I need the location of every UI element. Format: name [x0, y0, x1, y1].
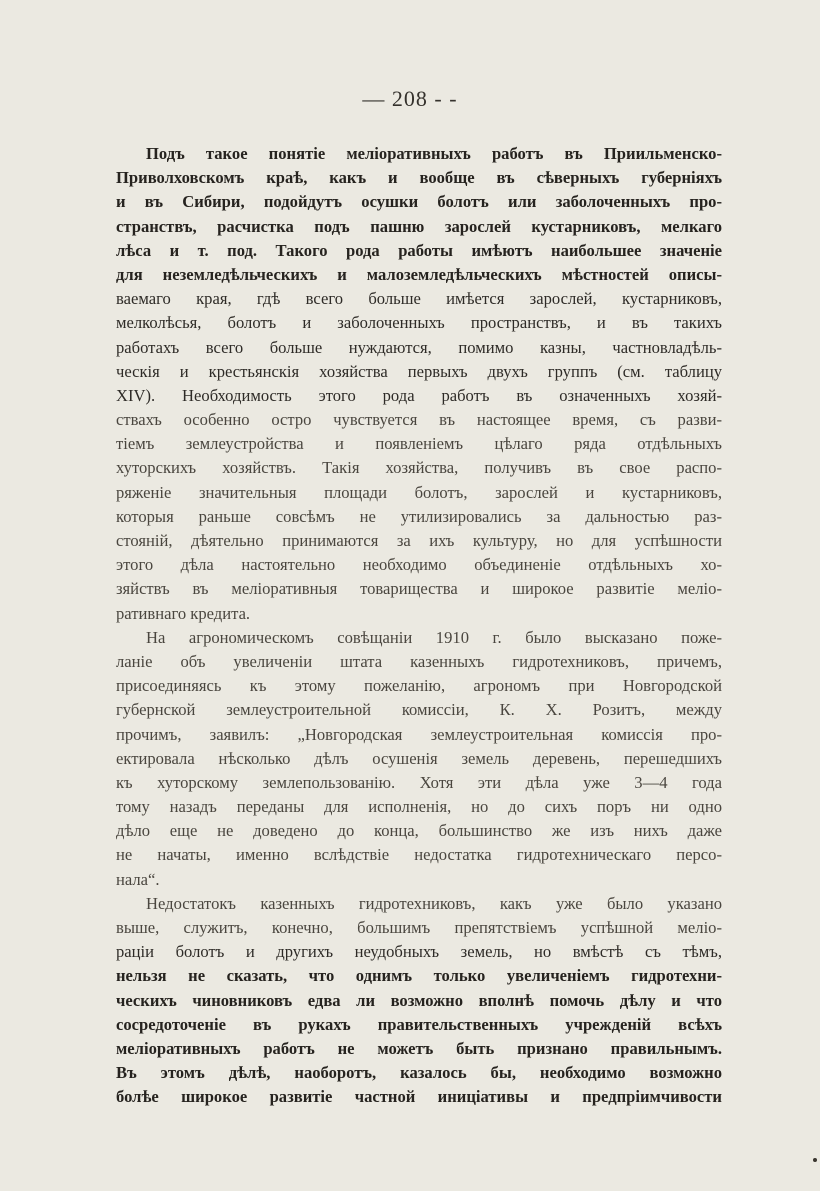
text-line: работахъ всего больше нуждаются, помимо казны, частновладѣль- [116, 337, 722, 357]
text-line: присоединяясь къ этому пожеланію, агрономъ при Новгородской [116, 676, 722, 696]
text-line: странствъ, расчистка подъ пашню зарослей кустарниковъ, мелкаго [116, 216, 722, 236]
page-number: — 208 - - [362, 86, 458, 111]
text-line: Въ этомъ дѣлѣ, наоборотъ, казалось бы, необходимо возможно [116, 1063, 722, 1083]
text-line: лѣса и т. под. Такого рода работы имѣютъ наибольшее значеніе [116, 240, 722, 260]
text-line: ствахъ особенно остро чувствуется въ настоящее время, съ разви- [116, 410, 722, 430]
text-line: нельзя не сказать, что однимъ только увеличеніемъ гидротехни- [116, 966, 722, 986]
text-line: Подъ такое понятіе меліоративныхъ работъ въ Приильменско- [146, 144, 722, 163]
text-line: ративнаго кредита. [116, 603, 251, 623]
body-text [116, 142, 722, 1110]
text-line: XIV). Необходимость этого рода работъ въ означенныхъ хозяй- [116, 385, 722, 405]
text-line: къ хуторскому землепользованію. Хотя эти дѣла уже 3—4 года [116, 772, 722, 792]
text-line: Недостатокъ казенныхъ гидротехниковъ, какъ уже было указано [146, 893, 722, 913]
text-line: тому назадъ переданы для исполненія, но до сихъ поръ ни одно [116, 797, 722, 817]
text-line: не начаты, именно вслѣдствіе недостатка гидротехническаго персо- [116, 845, 722, 865]
text-line: зяйствъ въ меліоративныя товарищества и широкое развитіе меліо- [116, 579, 722, 599]
text-line: выше, служитъ, конечно, большимъ препятствіемъ успѣшной меліо- [116, 918, 722, 937]
text-line: стояній, дѣятельно принимаются за ихъ культуру, но для успѣшности [116, 531, 722, 550]
text-line: ваемаго края, гдѣ всего больше имѣется зарослей, кустарниковъ, [116, 289, 722, 309]
text-line: ряженіе значительныя площади болотъ, зарослей и кустарниковъ, [116, 482, 722, 502]
margin-speck [813, 1158, 817, 1162]
text-line: На агрономическомъ совѣщаніи 1910 г. было высказано поже- [146, 627, 722, 647]
text-line: и въ Сибири, подойдутъ осушки болотъ или заболоченныхъ про- [116, 192, 722, 212]
text-line: прочимъ, заявилъ: „Новгородская землеустроительная комиссія про- [116, 724, 722, 744]
text-line: ческихъ чиновниковъ едва ли возможно вполнѣ помочь дѣлу и что [116, 990, 722, 1010]
text-line: ческія и крестьянскія хозяйства первыхъ двухъ группъ (см. таблицу [116, 361, 722, 381]
text-line: этого дѣла настоятельно необходимо объединеніе отдѣльныхъ хо- [116, 555, 722, 575]
text-line: которыя раньше совсѣмъ не утилизировались за дальностью раз- [116, 506, 722, 526]
text-line: для неземледѣльческихъ и малоземледѣльческихъ мѣстностей описы- [116, 264, 722, 284]
text-line: мелколѣсья, болотъ и заболоченныхъ пространствъ, и въ такихъ [116, 313, 722, 333]
text-line: меліоративныхъ работъ не можетъ быть признано правильнымъ. [116, 1038, 722, 1058]
text-line: ектировала нѣсколько дѣлъ осушенія земель деревень, перешедшихъ [116, 748, 722, 768]
text-line: хуторскихъ хозяйствъ. Такія хозяйства, получивъ въ свое распо- [116, 458, 722, 478]
text-line: сосредоточеніе въ рукахъ правительственныхъ учрежденій всѣхъ [116, 1014, 722, 1034]
text-line: раціи болотъ и другихъ неудобныхъ земель, но вмѣстѣ съ тѣмъ, [116, 942, 722, 962]
text-line: тіемъ землеустройства и появленіемъ цѣлаго ряда отдѣльныхъ [116, 434, 722, 454]
text-line: нала“. [116, 869, 160, 889]
text-line: болѣе широкое развитіе частной иниціативы и предпріимчивости [116, 1087, 722, 1107]
text-line: Приволховскомъ краѣ, какъ и вообще въ сѣверныхъ губерніяхъ [116, 168, 722, 188]
text-line: губернской землеустроительной комиссіи, К. Х. Розитъ, между [116, 700, 722, 720]
text-line: дѣло еще не доведено до конца, большинство же изъ нихъ даже [116, 821, 722, 841]
text-line: ланіе объ увеличеніи штата казенныхъ гидротехниковъ, причемъ, [116, 651, 722, 671]
